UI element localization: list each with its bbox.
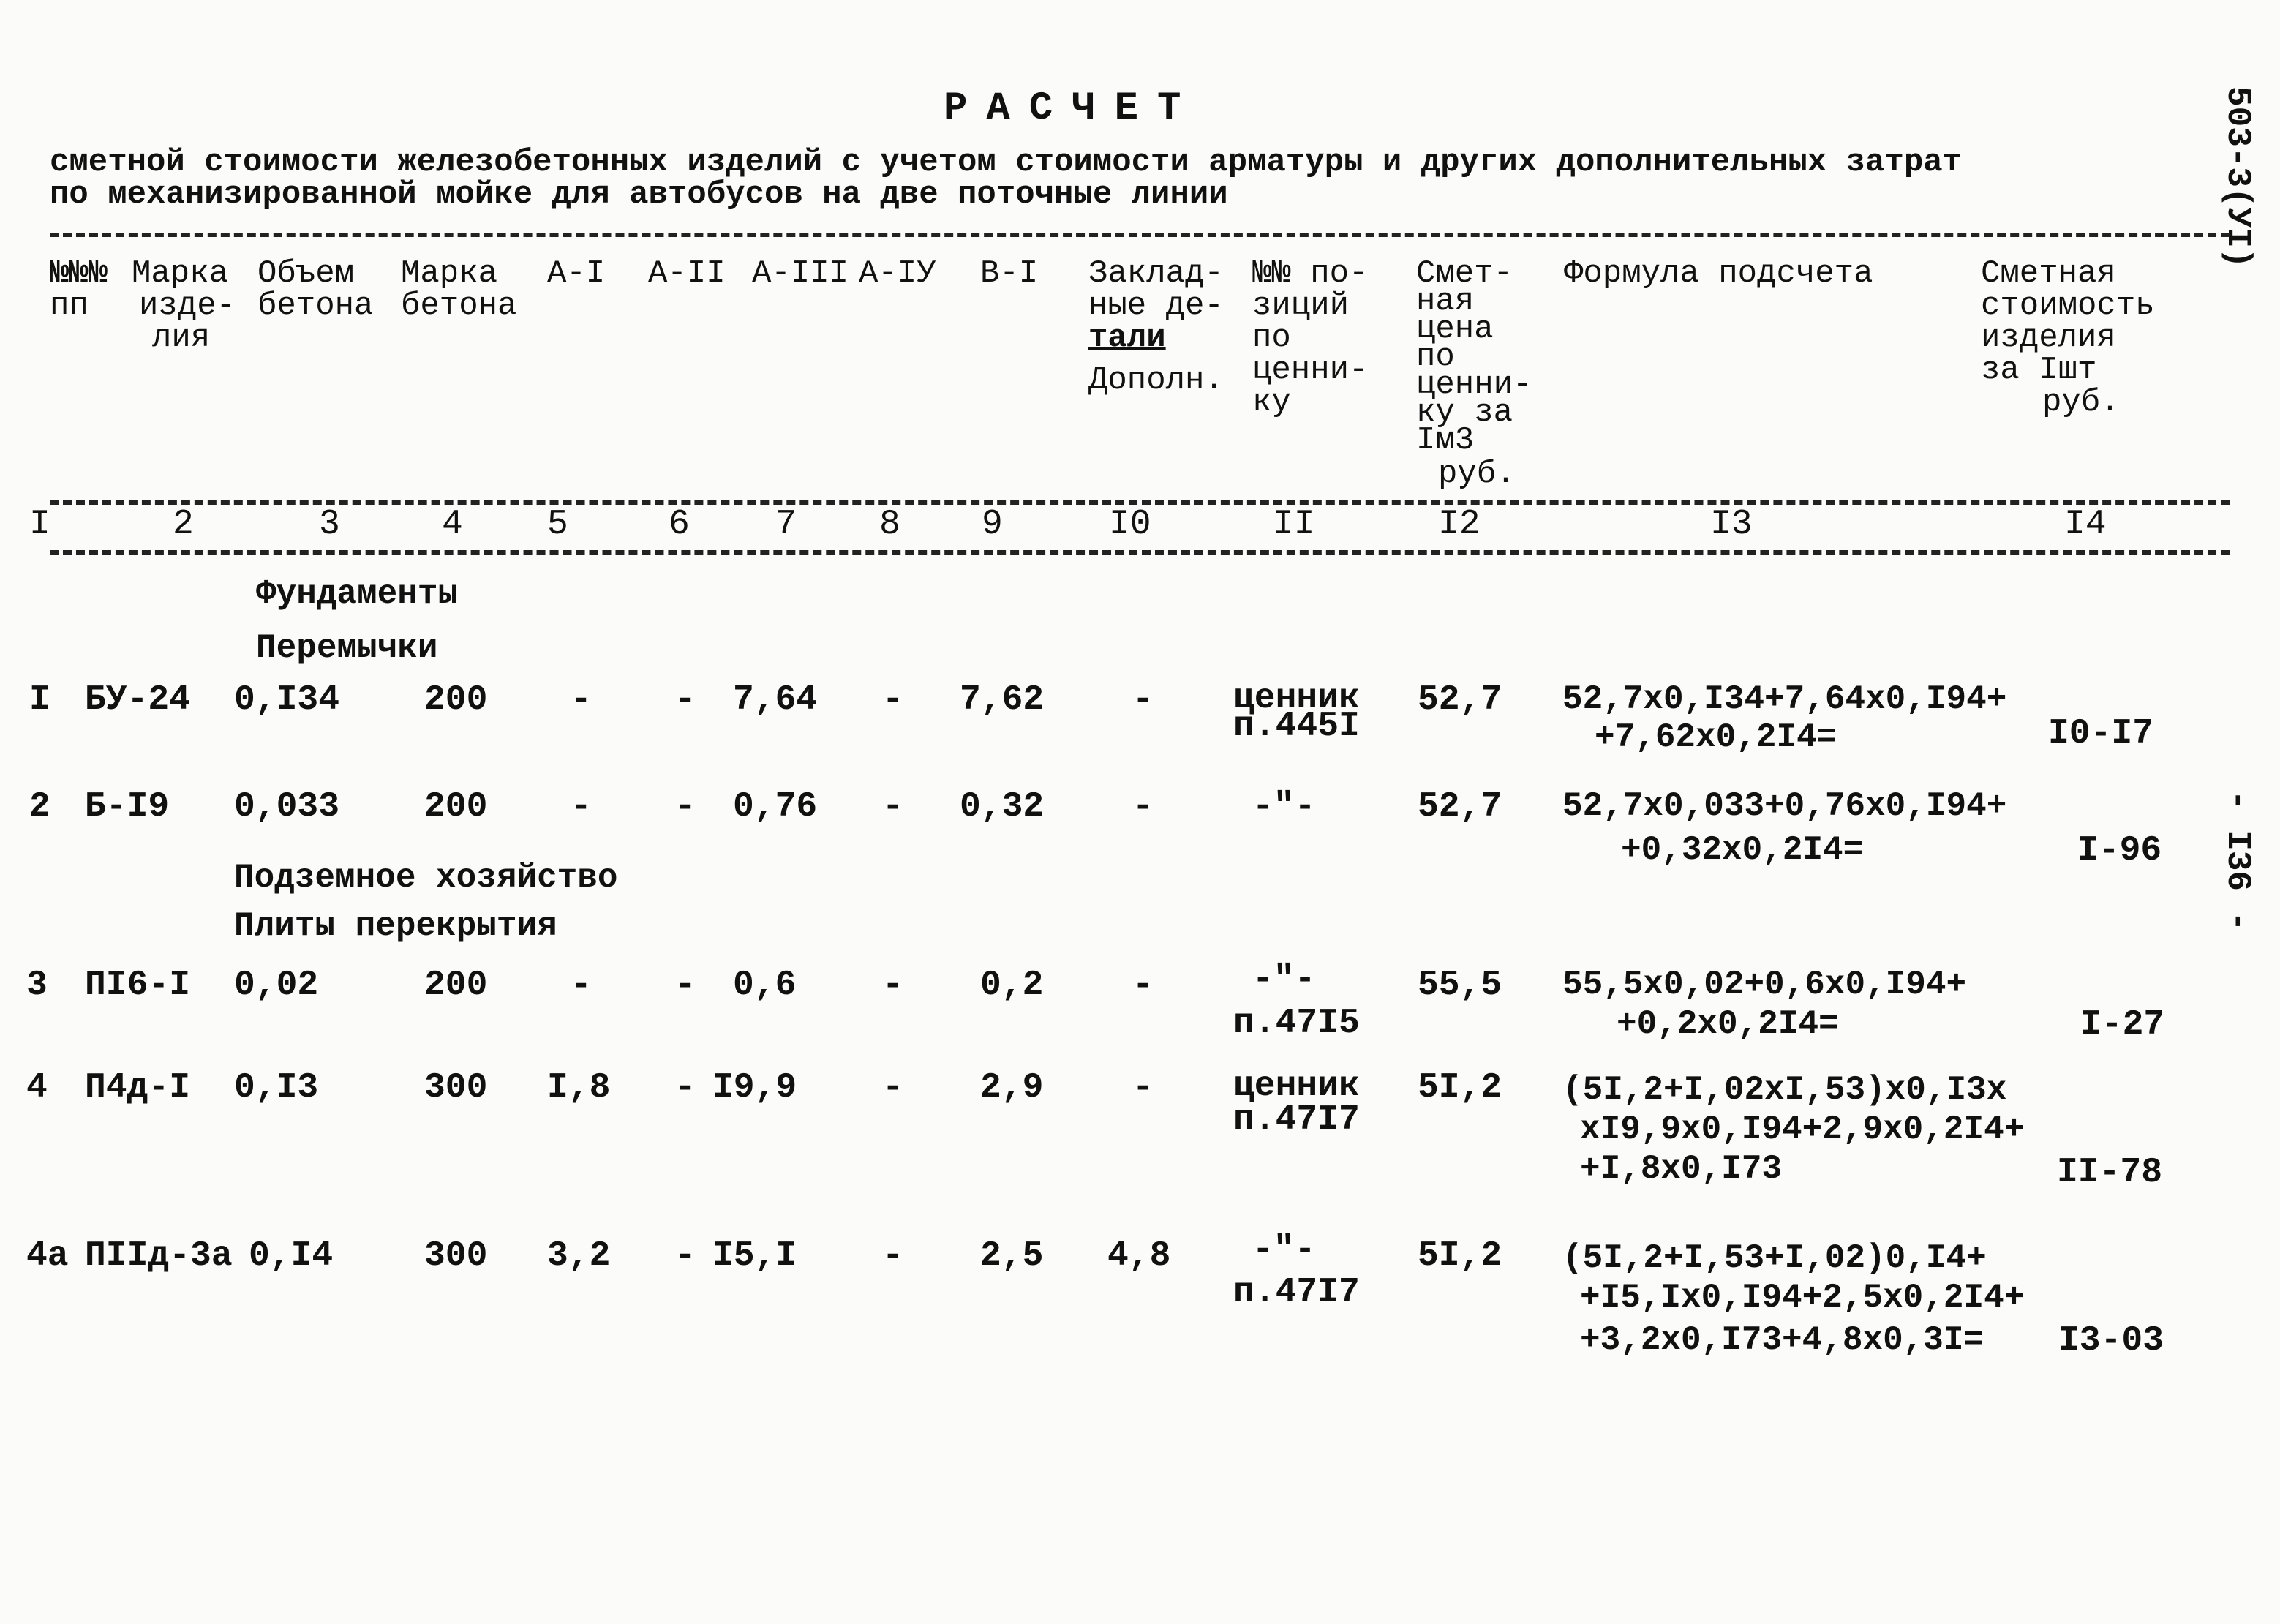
embedded-parts: 4,8 [1107, 1236, 1171, 1276]
calculation-formula: +0,2х0,2I4= [1617, 1005, 1839, 1043]
header-col-9: В-I [980, 255, 1039, 292]
rebar-a2: - [674, 966, 696, 1005]
price-list-position: п.445I [1233, 707, 1360, 746]
calculation-formula: +I5,Iх0,I94+2,5х0,2I4+ [1580, 1279, 2025, 1317]
rebar-a4: - [882, 1068, 903, 1108]
header-col-11-line-2: зиций [1252, 287, 1350, 324]
calculation-formula: +7,62х0,2I4= [1595, 718, 1837, 756]
rebar-a1: - [571, 680, 592, 720]
price-list-position: п.47I7 [1233, 1100, 1360, 1140]
product-mark: ПI6-I [85, 966, 191, 1005]
rebar-a3: 0,76 [733, 787, 818, 827]
header-col-11-line-4: ценни- [1252, 352, 1369, 388]
header-col-10-line-1: Заклад- [1088, 255, 1224, 292]
section-heading: Фундаменты [256, 575, 459, 613]
header-col-7: А-III [752, 255, 849, 292]
product-mark: БУ-24 [85, 680, 191, 720]
rebar-a2: - [674, 1236, 696, 1276]
row-number: 4 [26, 1068, 48, 1108]
header-col-12-line-1: Смет- [1416, 255, 1513, 292]
concrete-volume: 0,I4 [249, 1236, 334, 1276]
rebar-a3: 0,6 [733, 966, 797, 1005]
section-heading: Плиты перекрытия [234, 907, 557, 945]
header-col-11-line-3: по [1252, 320, 1291, 356]
calculation-formula: (5I,2+I,53+I,02)0,I4+ [1562, 1239, 1987, 1277]
price-list-position: ценник [1233, 1067, 1360, 1106]
header-col-12-line-6: ку за [1416, 394, 1513, 431]
header-col-14-line-5: руб. [2042, 384, 2120, 421]
rebar-b1: 7,62 [960, 680, 1045, 720]
header-col-10-line-3: тали [1088, 320, 1166, 356]
row-number: I [29, 680, 50, 720]
rebar-a4: - [882, 787, 903, 827]
column-number: 4 [442, 505, 463, 544]
header-col-10-line-4: Дополн. [1088, 362, 1224, 399]
estimated-cost: I-27 [2080, 1005, 2165, 1045]
product-mark: ПIIд-3а [85, 1236, 233, 1276]
header-col-12-line-8: руб. [1438, 456, 1516, 492]
column-number: 5 [547, 505, 568, 544]
column-number: II [1273, 505, 1315, 544]
header-col-5: А-I [547, 255, 606, 292]
price-list-position: п.47I5 [1233, 1004, 1360, 1043]
calculation-formula: (5I,2+I,02хI,53)х0,I3х [1562, 1071, 2007, 1109]
product-mark: П4д-I [85, 1068, 191, 1108]
rebar-a1: I,8 [547, 1068, 611, 1108]
header-col-8: А-IУ [859, 255, 936, 292]
header-col-3-line-2: бетона [257, 287, 374, 324]
calculation-formula: хI9,9х0,I94+2,9х0,2I4+ [1580, 1110, 2025, 1149]
embedded-parts: - [1132, 787, 1154, 827]
rebar-a3: 7,64 [733, 680, 818, 720]
header-col-11-line-5: ку [1252, 384, 1291, 421]
header-col-1-line-1: №№№ [50, 255, 108, 292]
page-title: РАСЧЕТ [944, 86, 1200, 131]
price-list-position: ценник [1233, 679, 1360, 718]
rebar-a4: - [882, 966, 903, 1005]
header-col-10-line-2: ные де- [1088, 287, 1224, 324]
rebar-a3: I9,9 [712, 1068, 797, 1108]
header-col-12-line-2: ная [1416, 283, 1475, 320]
header-col-11-line-1: №№ по- [1252, 255, 1369, 292]
section-heading: Перемычки [256, 629, 438, 667]
calculation-formula: 55,5х0,02+0,6х0,I94+ [1562, 966, 1967, 1004]
rebar-a1: - [571, 966, 592, 1005]
price-list-position: -"- [1252, 1230, 1316, 1270]
header-col-12-line-3: цена [1416, 311, 1494, 347]
rebar-a3: I5,I [712, 1236, 797, 1276]
rebar-a2: - [674, 680, 696, 720]
price-list-position: п.47I7 [1233, 1273, 1360, 1312]
header-col-2-line-3: лия [152, 320, 211, 356]
row-number: 2 [29, 787, 50, 827]
document-subtitle-line-1: сметной стоимости железобетонных изделий с учетом стоимости арматуры и других дополнительных затрат [50, 144, 1963, 181]
embedded-parts: - [1132, 966, 1154, 1005]
column-number: 8 [879, 505, 900, 544]
header-col-2-line-2: изде- [139, 287, 236, 324]
header-col-1-line-2: пп [50, 287, 89, 324]
calculation-formula: +3,2х0,I73+4,8х0,3I= [1580, 1321, 1984, 1359]
header-top-rule [50, 233, 2230, 237]
concrete-grade: 300 [424, 1068, 488, 1108]
column-number: 6 [669, 505, 690, 544]
side-document-code: 503-3(УI) [2219, 86, 2257, 268]
column-number: 3 [319, 505, 340, 544]
rebar-a1: - [571, 787, 592, 827]
product-mark: Б-I9 [85, 787, 170, 827]
rebar-a2: - [674, 1068, 696, 1108]
header-col-13: Формула подсчета [1564, 255, 1873, 292]
rebar-b1: 2,5 [980, 1236, 1044, 1276]
document-subtitle-line-2: по механизированной мойке для автобусов на две поточные линии [50, 176, 1228, 213]
column-number: 2 [173, 505, 194, 544]
rebar-b1: 0,2 [980, 966, 1044, 1005]
column-number: I4 [2064, 505, 2107, 544]
calculation-formula: +I,8х0,I73 [1580, 1150, 1783, 1188]
concrete-grade: 200 [424, 966, 488, 1005]
unit-price: 55,5 [1418, 966, 1502, 1005]
calculation-formula: +0,32х0,2I4= [1621, 831, 1864, 869]
rebar-a4: - [882, 1236, 903, 1276]
column-number: 7 [775, 505, 797, 544]
header-col-14-line-3: изделия [1981, 320, 2116, 356]
rebar-b1: 2,9 [980, 1068, 1044, 1108]
header-col-3-line-1: Объем [257, 255, 355, 292]
concrete-grade: 200 [424, 680, 488, 720]
rebar-b1: 0,32 [960, 787, 1045, 827]
header-col-4-line-2: бетона [401, 287, 517, 324]
row-number: 4а [26, 1236, 69, 1276]
unit-price: 5I,2 [1418, 1068, 1502, 1108]
rebar-a1: 3,2 [547, 1236, 611, 1276]
header-col-12-line-7: Iм3 [1416, 422, 1475, 459]
column-number: I2 [1438, 505, 1481, 544]
embedded-parts: - [1132, 680, 1154, 720]
concrete-volume: 0,I34 [234, 680, 340, 720]
column-number: 9 [982, 505, 1003, 544]
rebar-a2: - [674, 787, 696, 827]
header-col-14-line-1: Сметная [1981, 255, 2116, 292]
estimated-cost: II-78 [2057, 1153, 2163, 1192]
calculation-formula: 52,7х0,033+0,76х0,I94+ [1562, 787, 2007, 825]
concrete-grade: 300 [424, 1236, 488, 1276]
header-col-4-line-1: Марка [401, 255, 498, 292]
estimated-cost: I-96 [2077, 831, 2162, 871]
estimated-cost: I0-I7 [2048, 714, 2154, 753]
calculation-formula: 52,7х0,I34+7,64х0,I94+ [1562, 680, 2007, 718]
column-number: I [29, 505, 50, 544]
header-col-14-line-2: стоимость [1981, 287, 2155, 324]
concrete-volume: 0,02 [234, 966, 319, 1005]
unit-price: 5I,2 [1418, 1236, 1502, 1276]
header-col-12-line-4: по [1416, 339, 1455, 375]
unit-price: 52,7 [1418, 680, 1502, 720]
concrete-grade: 200 [424, 787, 488, 827]
unit-price: 52,7 [1418, 787, 1502, 827]
concrete-volume: 0,I3 [234, 1068, 319, 1108]
header-col-12-line-5: ценни- [1416, 366, 1532, 403]
rebar-a4: - [882, 680, 903, 720]
price-list-position: -"- [1252, 787, 1316, 827]
concrete-volume: 0,033 [234, 787, 340, 827]
section-heading: Подземное хозяйство [234, 859, 618, 897]
column-number: I3 [1710, 505, 1753, 544]
embedded-parts: - [1132, 1068, 1154, 1108]
side-page-number: - I36 - [2219, 790, 2257, 932]
price-list-position: -"- [1252, 960, 1316, 999]
estimated-cost: I3-03 [2058, 1321, 2164, 1361]
column-numbers-rule [50, 550, 2230, 555]
column-number: I0 [1109, 505, 1151, 544]
header-col-14-line-4: за Iшт [1981, 352, 2097, 388]
header-col-6: А-II [648, 255, 726, 292]
row-number: 3 [26, 966, 48, 1005]
header-col-2-line-1: Марка [132, 255, 229, 292]
